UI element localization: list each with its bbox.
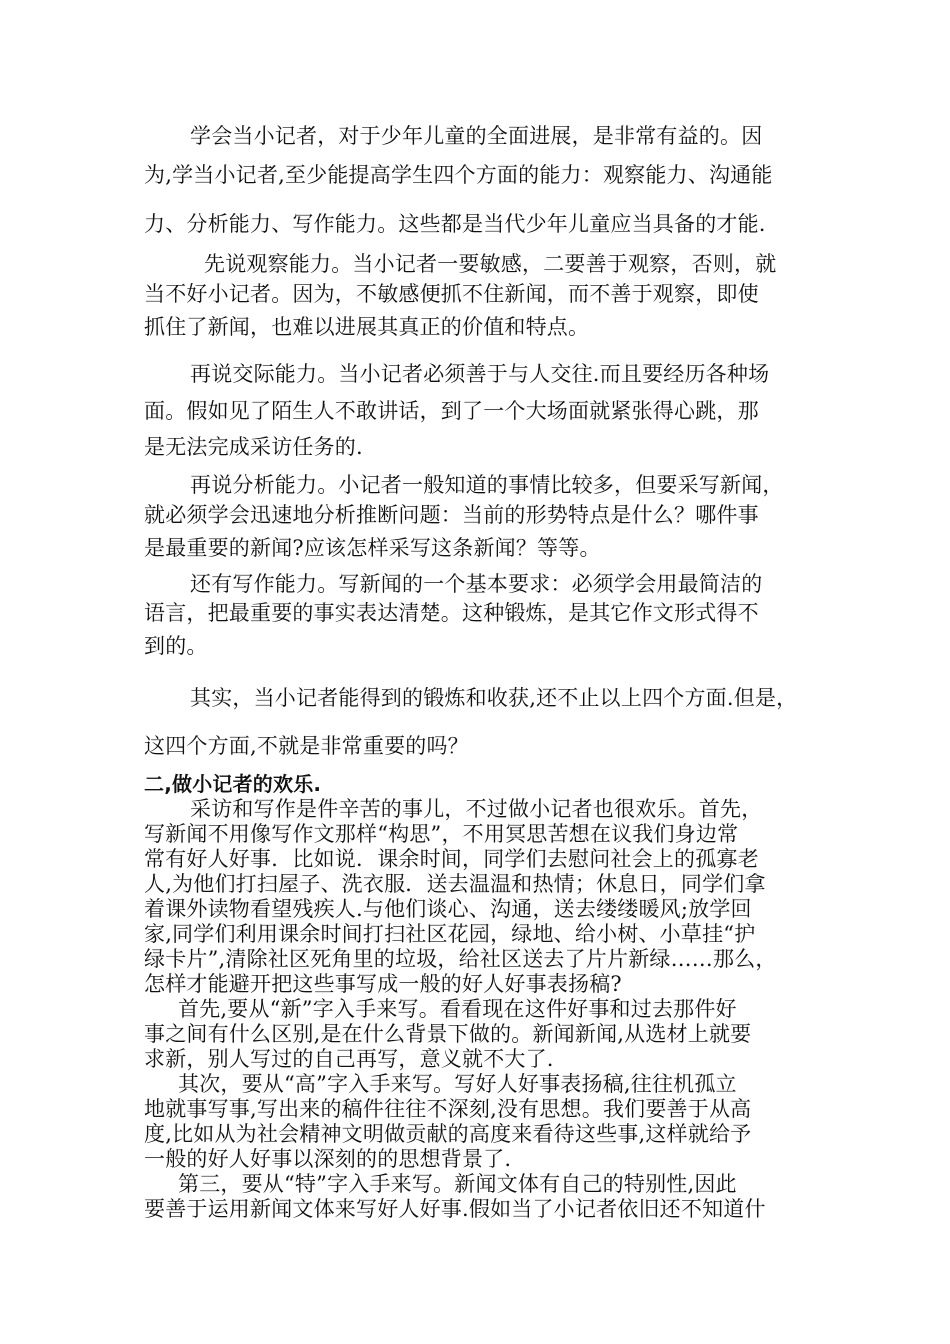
summary-line-1: 其实，当小记者能得到的锻炼和收获,还不止以上四个方面.但是， <box>190 686 798 710</box>
joy-p3-line-2: 地就事写事,写出来的稿件往往不深刻,没有思想。我们要善于从高 <box>144 1097 752 1121</box>
joy-p1-line-3: 常有好人好事．比如说．课余时间，同学们去慰问社会上的孤寡老 <box>144 847 759 871</box>
joy-p4-line-1: 第三，要从“特”字入手来写。新闻文体有自己的特别性,因此 <box>178 1172 737 1196</box>
joy-p2-line-2: 事之间有什么区别,是在什么背景下做的。新闻新闻,从选材上就要 <box>144 1022 752 1046</box>
joy-p1-line-4: 人,为他们打扫屋子、洗衣服．送去温温和热情；休息日，同学们拿 <box>144 872 766 896</box>
analysis-line-2: 就必须学会迅速地分析推断问题：当前的形势特点是什么？哪件事 <box>144 503 759 527</box>
joy-p1-line-7: 绿卡片”,清除社区死角里的垃圾，给社区送去了片片新绿……那么， <box>144 947 777 971</box>
communication-line-3: 是无法完成采访任务的. <box>144 435 363 459</box>
writing-line-3: 到的。 <box>144 634 208 658</box>
analysis-line-3: 是最重要的新闻?应该怎样采写这条新闻？等等。 <box>144 536 601 560</box>
joy-p3-line-1: 其次，要从“高”字入手来写。写好人好事表扬稿,往往机孤立 <box>178 1072 737 1096</box>
intro-line-1: 学会当小记者，对于少年儿童的全面进展，是非常有益的。因 <box>190 124 763 148</box>
joy-p3-line-3: 度,比如从为社会精神文明做贡献的高度来看待这些事,这样就给予 <box>144 1122 752 1146</box>
joy-p1-line-6: 家,同学们利用课余时间打扫社区花园，绿地、给小树、小草挂“护 <box>144 922 756 946</box>
writing-line-1: 还有写作能力。写新闻的一个基本要求：必须学会用最简洁的 <box>190 572 763 596</box>
observation-line-2: 当不好小记者。因为，不敏感便抓不住新闻，而不善于观察，即使 <box>144 282 759 306</box>
communication-line-2: 面。假如见了陌生人不敢讲话，到了一个大场面就紧张得心跳，那 <box>144 399 759 423</box>
observation-line-1: 先说观察能力。当小记者一要敏感，二要善于观察，否则，就 <box>204 252 777 276</box>
joy-p2-line-1: 首先,要从“新”字入手来写。看看现在这件好事和过去那件好 <box>178 997 737 1021</box>
joy-p4-line-2: 要善于运用新闻文体来写好人好事.假如当了小记者依旧还不知道什 <box>144 1197 766 1221</box>
intro-line-2: 为,学当小记者,至少能提高学生四个方面的能力：观察能力、沟通能 <box>144 163 773 187</box>
joy-p3-line-4: 一般的好人好事以深刻的的思想背景了. <box>144 1147 512 1171</box>
joy-p1-line-1: 采访和写作是件辛苦的事儿，不过做小记者也很欢乐。首先， <box>190 797 763 821</box>
joy-p1-line-8: 怎样才能避开把这些事写成一般的好人好事表扬稿? <box>144 972 622 996</box>
joy-p2-line-3: 求新，别人写过的自己再写，意义就不大了. <box>144 1047 554 1071</box>
communication-line-1: 再说交际能力。当小记者必须善于与人交往.而且要经历各种场 <box>190 362 770 386</box>
intro-line-3: 力、分析能力、写作能力。这些都是当代少年儿童应当具备的才能. <box>144 212 766 236</box>
joy-p1-line-2: 写新闻不用像写作文那样“构思”，不用冥思苦想在议我们身边常 <box>144 822 739 846</box>
observation-line-3: 抓住了新闻，也难以进展其真正的价值和特点。 <box>144 315 590 339</box>
analysis-line-1: 再说分析能力。小记者一般知道的事情比较多，但要采写新闻， <box>190 473 784 497</box>
joy-p1-line-5: 着课外读物看望残疾人.与他们谈心、沟通，送去缕缕暖风;放学回 <box>144 897 752 921</box>
section-heading: 二,做小记者的欢乐. <box>144 772 322 796</box>
writing-line-2: 语言，把最重要的事实表达清楚。这种锻炼，是其它作文形式得不 <box>144 601 759 625</box>
summary-line-2: 这四个方面,不就是非常重要的吗？ <box>144 734 469 758</box>
